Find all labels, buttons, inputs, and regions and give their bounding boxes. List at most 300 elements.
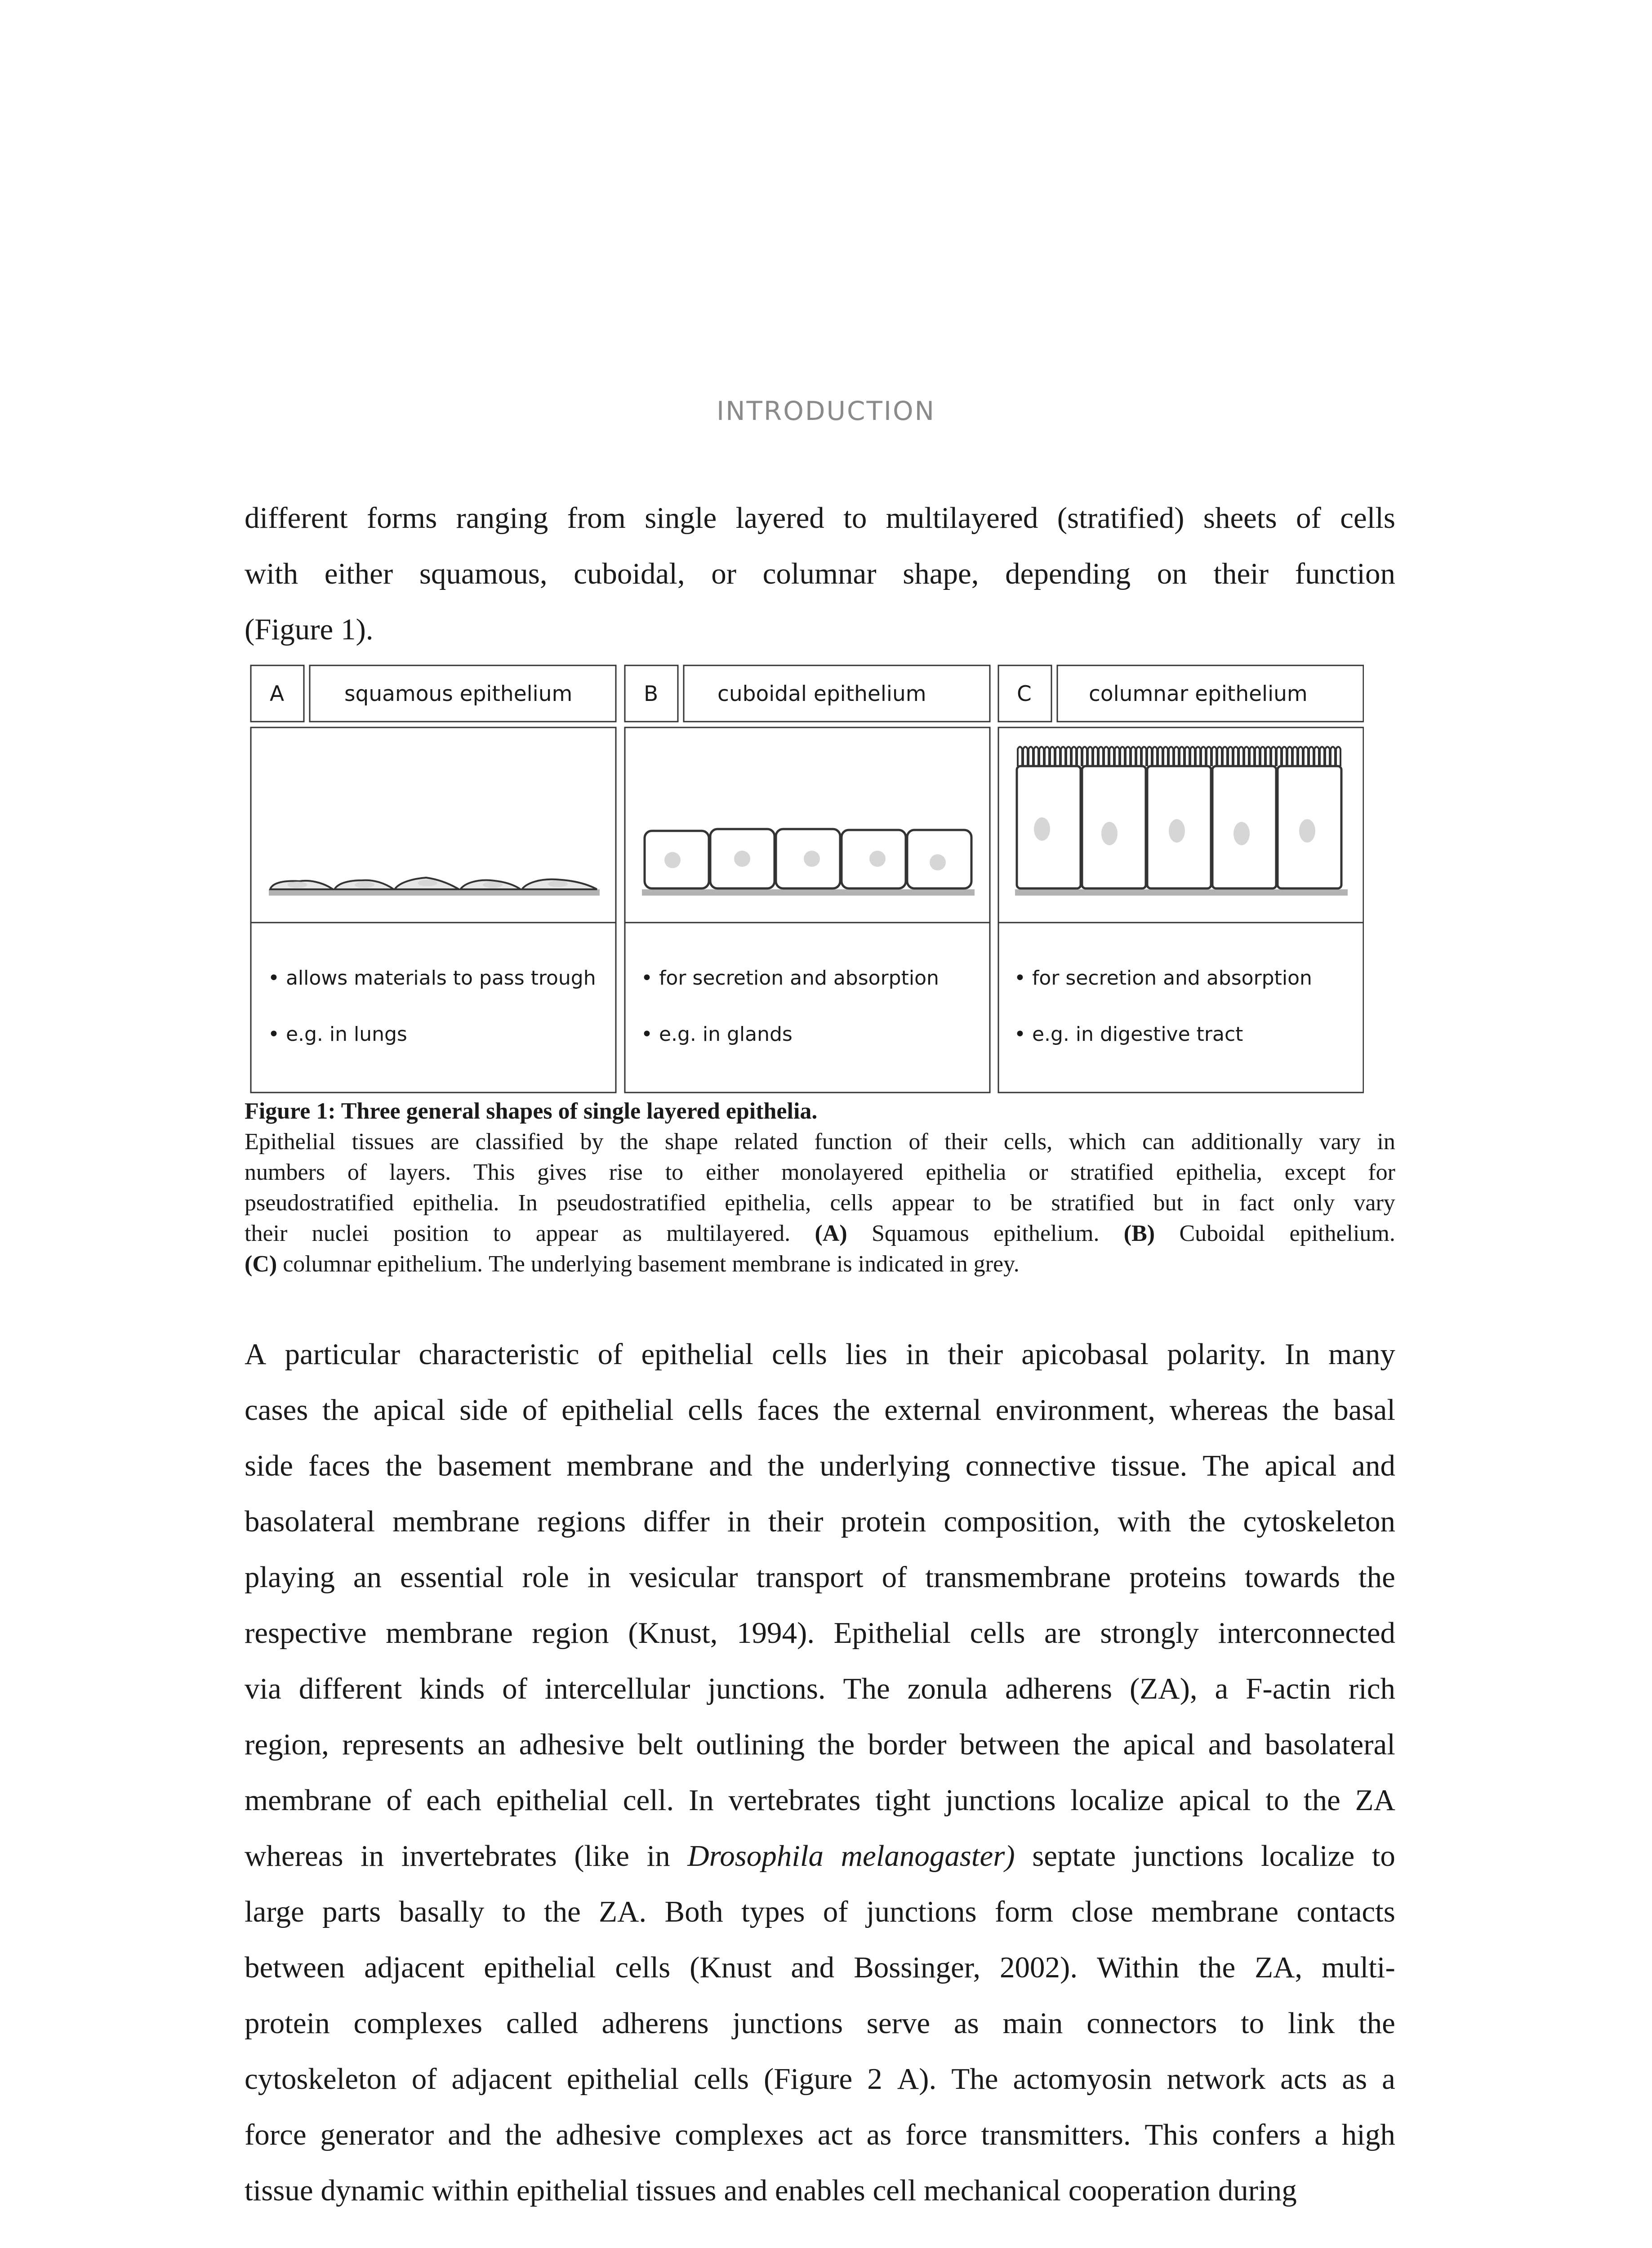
word: 2: [867, 2062, 882, 2096]
word: layers.: [389, 1160, 451, 1185]
word: large: [245, 1895, 304, 1928]
word: lies: [845, 1338, 887, 1371]
text-line: [245, 1127, 1395, 1157]
main-paragraph: [245, 1326, 1395, 2218]
word: In: [518, 1190, 538, 1216]
word: single: [645, 501, 717, 535]
word: Epithelial: [245, 1129, 336, 1155]
word: cells: [694, 2062, 749, 2096]
word: the: [1282, 1393, 1319, 1427]
word: serve: [866, 2007, 931, 2040]
word: the: [543, 1895, 581, 1928]
word: with: [245, 557, 298, 590]
word: types: [741, 1895, 805, 1928]
word: as: [1342, 2062, 1367, 2096]
word: nuclei: [312, 1221, 369, 1246]
word: but: [1153, 1190, 1183, 1216]
figure-caption: [245, 1096, 1395, 1280]
word: Within: [1097, 1951, 1180, 1984]
word: (B): [1123, 1221, 1155, 1246]
word: the: [1198, 1951, 1236, 1984]
word: dynamic: [321, 2174, 425, 2207]
word: represents: [342, 1728, 464, 1761]
word: F-actin: [1246, 1672, 1331, 1705]
word: cells,: [1003, 1129, 1053, 1155]
word: strongly: [1100, 1616, 1199, 1650]
word: to: [665, 1160, 684, 1185]
word: epithelium.: [1289, 1221, 1395, 1246]
word: tissue.: [1111, 1449, 1188, 1482]
word: apical: [1179, 1784, 1251, 1817]
word: and: [1352, 1449, 1395, 1482]
word: junctions: [732, 2007, 843, 2040]
word: indicated: [858, 1251, 944, 1277]
word: close: [1071, 1895, 1134, 1928]
microvilli: [1018, 747, 1340, 766]
word: composition,: [944, 1505, 1100, 1538]
word: role: [522, 1561, 569, 1594]
intro-paragraph: [245, 490, 1395, 657]
word: as: [953, 2007, 979, 2040]
word: parts: [322, 1895, 381, 1928]
text-line: [245, 1605, 1395, 1661]
word: their: [944, 1129, 988, 1155]
word: squamous,: [419, 557, 548, 590]
word: monolayered: [781, 1160, 904, 1185]
word: in: [906, 1338, 930, 1371]
word: ZA,: [1255, 1951, 1303, 1984]
text-line: [245, 1772, 1395, 1828]
word: kinds: [419, 1672, 485, 1705]
word: A: [245, 1338, 267, 1371]
word: ZA: [1355, 1784, 1395, 1817]
word: shape,: [903, 557, 979, 590]
word: apical: [1123, 1728, 1195, 1761]
word: complexes: [675, 2118, 804, 2151]
word: towards: [1244, 1561, 1340, 1594]
text-line: [245, 1717, 1395, 1772]
text-line: [245, 1661, 1395, 1717]
word: link: [1288, 2007, 1335, 2040]
word: cells: [830, 1190, 873, 1216]
word: enables: [775, 2174, 865, 2207]
word: shape: [664, 1129, 718, 1155]
word: of: [347, 1160, 367, 1185]
word: junctions: [945, 1784, 1056, 1817]
word: to: [502, 1895, 526, 1928]
basement-membrane-a: [269, 889, 600, 896]
word: vertebrates: [728, 1784, 861, 1817]
word: cells: [688, 1393, 743, 1427]
word: tissue: [245, 2174, 313, 2207]
text-line: [245, 490, 1395, 546]
word: (A): [815, 1221, 847, 1246]
word: underlying: [819, 1449, 950, 1482]
word: tissues: [352, 1129, 414, 1155]
word: in: [361, 1839, 384, 1873]
word: respective: [245, 1616, 367, 1650]
word: epithelial: [516, 2174, 629, 2207]
word: via: [245, 1672, 281, 1705]
word: network: [1167, 2062, 1266, 2096]
text-line: [245, 1188, 1395, 1218]
panel-a-title: squamous epithelium: [344, 682, 573, 706]
word: cell.: [623, 1784, 674, 1817]
word: The: [1202, 1449, 1250, 1482]
word: belt: [637, 1728, 683, 1761]
word: adherens: [1005, 1672, 1113, 1705]
word: A).: [897, 2062, 937, 2096]
word: membrane: [566, 1449, 694, 1482]
word: basement: [437, 1449, 552, 1482]
word: the: [1358, 2007, 1395, 2040]
word: basally: [399, 1895, 485, 1928]
word: of: [882, 1561, 907, 1594]
word: of: [386, 1784, 412, 1817]
word: an: [353, 1561, 382, 1594]
word: are: [430, 1129, 459, 1155]
word: epithelial: [566, 2062, 679, 2096]
word: their: [1213, 557, 1269, 590]
word: from: [567, 501, 626, 535]
figure-caption-body: [245, 1127, 1395, 1280]
word: (stratified): [1057, 501, 1184, 535]
word: to: [973, 1190, 992, 1216]
word: their: [768, 1505, 824, 1538]
word: of: [823, 1895, 848, 1928]
word: called: [506, 2007, 578, 2040]
panel-b-title: cuboidal epithelium: [717, 682, 926, 706]
word: multi-: [1322, 1951, 1395, 1984]
panel-a-bullet-1: • allows materials to pass trough: [268, 967, 596, 990]
text-line: [245, 1438, 1395, 1494]
word: with: [1118, 1505, 1171, 1538]
word: epithelial: [496, 1784, 608, 1817]
word: epithelial: [561, 1393, 674, 1427]
word: which: [1069, 1129, 1126, 1155]
word: actomyosin: [1013, 2062, 1152, 2096]
word: sheets: [1203, 501, 1277, 535]
word: function: [1295, 557, 1395, 590]
word: characteristic: [419, 1338, 579, 1371]
word: This: [1144, 2118, 1198, 2151]
word: appear: [535, 1221, 598, 1246]
word: ZA.: [599, 1895, 647, 1928]
panel-a-bullet-2: • e.g. in lungs: [268, 1023, 407, 1046]
word: or: [1029, 1160, 1048, 1185]
word: main: [1002, 2007, 1063, 2040]
word: melanogaster): [841, 1839, 1015, 1873]
word: their: [948, 1338, 1003, 1371]
word: Cuboidal: [1179, 1221, 1265, 1246]
word: different: [245, 501, 348, 535]
word: force: [905, 2118, 967, 2151]
word: vary: [1319, 1129, 1361, 1155]
word: membrane: [1151, 1895, 1279, 1928]
word: confers: [1212, 2118, 1301, 2151]
word: stratified: [1070, 1160, 1154, 1185]
word: many: [1328, 1338, 1395, 1371]
word: for: [1368, 1160, 1395, 1185]
word: side: [245, 1449, 293, 1482]
word: The: [951, 2062, 998, 2096]
word: either: [324, 557, 393, 590]
word: playing: [245, 1561, 335, 1594]
word: (Figure: [763, 2062, 853, 2096]
word: border: [868, 1728, 947, 1761]
word: epithelia.: [413, 1190, 499, 1216]
text-line: [245, 1995, 1395, 2051]
word: layered: [735, 501, 824, 535]
word: regions: [537, 1505, 626, 1538]
word: either: [705, 1160, 759, 1185]
word: Drosophila: [687, 1839, 824, 1873]
word: membrane: [392, 1505, 520, 1538]
word: environment,: [995, 1393, 1156, 1427]
word: 2002).: [1000, 1951, 1078, 1984]
word: in: [727, 1505, 751, 1538]
word: localize: [1070, 1784, 1164, 1817]
word: ranging: [456, 501, 548, 535]
word: (Knust: [690, 1951, 772, 1984]
word: cuboidal,: [574, 557, 685, 590]
word: the: [385, 1449, 423, 1482]
word: (Figure: [245, 613, 334, 646]
word: cytoskeleton: [1243, 1505, 1395, 1538]
word: adjacent: [364, 1951, 465, 1984]
word: 1994).: [736, 1616, 815, 1650]
word: protein: [841, 1505, 926, 1538]
panel-c-bullet-1: • for secretion and absorption: [1014, 967, 1312, 990]
word: are: [1044, 1616, 1081, 1650]
word: additionally: [1191, 1129, 1303, 1155]
running-head: INTRODUCTION: [716, 396, 936, 426]
figure-1: [250, 665, 1364, 1094]
word: stratified: [1051, 1190, 1135, 1216]
figure-caption-title: Figure 1: Three general shapes of single layered epithelia.: [245, 1098, 818, 1124]
word: invertebrates: [401, 1839, 557, 1873]
word: transmembrane: [925, 1561, 1111, 1594]
word: of: [908, 1129, 928, 1155]
word: particular: [285, 1338, 401, 1371]
word: localize: [1260, 1839, 1355, 1873]
panel-b-bullet-1: • for secretion and absorption: [641, 967, 939, 990]
word: polarity.: [1167, 1338, 1266, 1371]
word: vesicular: [629, 1561, 738, 1594]
word: and: [791, 1951, 835, 1984]
word: appear: [891, 1190, 954, 1216]
text-line: [245, 2051, 1395, 2107]
word: the: [833, 1393, 870, 1427]
text-line: [245, 1326, 1395, 1382]
word: vary: [1354, 1190, 1395, 1216]
text-line: [245, 1157, 1395, 1188]
word: side: [459, 1393, 508, 1427]
word: septate: [1032, 1839, 1116, 1873]
squamous-cells: [269, 878, 600, 896]
word: columnar: [283, 1251, 371, 1277]
word: the: [505, 2118, 542, 2151]
word: proteins: [1129, 1561, 1227, 1594]
panel-c-title: columnar epithelium: [1089, 682, 1308, 706]
word: of: [411, 2062, 437, 2096]
word: (C): [245, 1251, 277, 1277]
word: on: [1157, 557, 1187, 590]
word: epithelium.: [993, 1221, 1100, 1246]
word: as: [622, 1221, 642, 1246]
word: This: [473, 1160, 515, 1185]
word: force: [245, 2118, 307, 2151]
word: junctions: [1133, 1839, 1244, 1873]
text-line: [245, 1382, 1395, 1438]
word: The: [843, 1672, 890, 1705]
word: in: [1377, 1129, 1395, 1155]
panel-a-letter: A: [270, 682, 285, 706]
word: zonula: [907, 1672, 988, 1705]
word: a: [1215, 1672, 1229, 1705]
word: function: [814, 1129, 892, 1155]
word: region,: [245, 1728, 329, 1761]
word: connective: [965, 1449, 1096, 1482]
word: essential: [400, 1561, 504, 1594]
word: apical: [373, 1393, 445, 1427]
word: position: [393, 1221, 469, 1246]
word: within: [432, 2174, 509, 2207]
word: cells: [970, 1616, 1025, 1650]
word: faces: [308, 1449, 370, 1482]
word: cell: [873, 2174, 917, 2207]
word: generator: [320, 2118, 434, 2151]
word: epithelial: [641, 1338, 753, 1371]
word: the: [1189, 1505, 1226, 1538]
word: grey.: [973, 1251, 1020, 1277]
word: complexes: [353, 2007, 483, 2040]
word: epithelia: [926, 1160, 1006, 1185]
word: basal: [1333, 1393, 1395, 1427]
word: whereas: [1169, 1393, 1269, 1427]
text-line: [245, 602, 1395, 657]
text-line: [245, 1494, 1395, 1549]
word: and: [724, 2174, 768, 2207]
word: columnar: [762, 557, 877, 590]
word: and: [448, 2118, 491, 2151]
word: transmitters.: [981, 2118, 1131, 2151]
word: basolateral: [245, 1505, 375, 1538]
word: Squamous: [872, 1221, 969, 1246]
panel-b-bullet-2: • e.g. in glands: [641, 1023, 793, 1046]
text-line: [245, 1249, 1395, 1280]
word: be: [1010, 1190, 1033, 1216]
word: (Knust,: [628, 1616, 718, 1650]
basement-membrane-b: [642, 889, 975, 896]
word: In: [1285, 1338, 1310, 1371]
word: multilayered: [886, 501, 1038, 535]
word: whereas: [245, 1839, 343, 1873]
word: the: [818, 1728, 855, 1761]
word: high: [1341, 2118, 1395, 2151]
word: the: [322, 1393, 359, 1427]
word: faces: [757, 1393, 819, 1427]
panel-c-bullet-2: • e.g. in digestive tract: [1014, 1023, 1243, 1046]
word: underlying: [530, 1251, 632, 1277]
word: cells: [615, 1951, 671, 1984]
word: tight: [875, 1784, 931, 1817]
word: depending: [1005, 557, 1131, 590]
word: adhesive: [519, 1728, 625, 1761]
word: their: [245, 1221, 288, 1246]
text-line: [245, 1940, 1395, 1995]
word: the: [767, 1449, 805, 1482]
word: adhesive: [556, 2118, 661, 2151]
text-line: [245, 2107, 1395, 2163]
word: (ZA),: [1129, 1672, 1198, 1705]
word: differ: [643, 1505, 710, 1538]
word: epithelium.: [377, 1251, 483, 1277]
text-line: [245, 2163, 1395, 2218]
word: Epithelial: [833, 1616, 951, 1650]
word: intercellular: [544, 1672, 690, 1705]
panel-c-letter: C: [1017, 682, 1032, 706]
text-line: [245, 1218, 1395, 1249]
word: except: [1284, 1160, 1346, 1185]
word: to: [1371, 1839, 1395, 1873]
word: to: [1241, 2007, 1265, 2040]
word: adjacent: [451, 2062, 552, 2096]
panel-b-letter: B: [644, 682, 659, 706]
word: adherens: [601, 2007, 709, 2040]
word: membrane: [732, 1251, 831, 1277]
word: by: [580, 1129, 604, 1155]
word: a: [1314, 2118, 1328, 2151]
word: the: [1073, 1728, 1110, 1761]
word: to: [843, 501, 867, 535]
word: the: [619, 1129, 649, 1155]
word: apicobasal: [1021, 1338, 1149, 1371]
word: mechanical: [923, 2174, 1061, 2207]
columnar-cells: [1015, 747, 1348, 896]
word: cases: [245, 1393, 308, 1427]
word: form: [994, 1895, 1054, 1928]
word: different: [298, 1672, 402, 1705]
word: cooperation: [1068, 2174, 1211, 2207]
word: rich: [1348, 1672, 1395, 1705]
basement-membrane-c: [1015, 889, 1348, 896]
word: junctions.: [708, 1672, 826, 1705]
cuboidal-cells: [642, 829, 975, 896]
word: in: [949, 1251, 968, 1277]
word: as: [866, 2118, 892, 2151]
text-line: [245, 1884, 1395, 1940]
word: epithelial: [484, 1951, 596, 1984]
word: The: [488, 1251, 525, 1277]
word: outlining: [696, 1728, 805, 1761]
word: cells: [1340, 501, 1395, 535]
word: fact: [1239, 1190, 1274, 1216]
word: act: [817, 2118, 853, 2151]
word: only: [1293, 1190, 1335, 1216]
word: an: [477, 1728, 506, 1761]
word: Bossinger,: [854, 1951, 981, 1984]
word: the: [1304, 1784, 1340, 1817]
word: 1).: [341, 613, 374, 646]
word: each: [426, 1784, 481, 1817]
word: basolateral: [1265, 1728, 1395, 1761]
word: apical: [1265, 1449, 1337, 1482]
word: or: [711, 557, 736, 590]
word: during: [1218, 2174, 1297, 2207]
word: gives: [537, 1160, 587, 1185]
word: junctions: [866, 1895, 977, 1928]
